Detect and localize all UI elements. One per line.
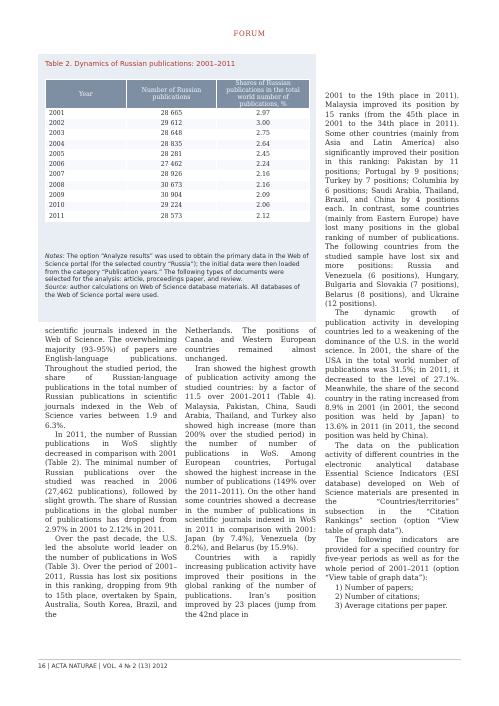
table-row (46, 150, 310, 160)
table-notes (45, 253, 311, 300)
text-column-1 (45, 326, 177, 619)
year-cell: 2003 (46, 129, 127, 139)
count-cell: 28 926 (126, 170, 216, 180)
text-column-2 (185, 326, 316, 619)
publications-table (45, 79, 310, 222)
table-row (46, 139, 310, 149)
year-cell: 2010 (46, 201, 127, 211)
table-row (46, 109, 310, 119)
count-cell: 28 573 (126, 211, 216, 221)
source-text: author calculations on Web of Science database materials. All databases of the Web of Science portal were used. (45, 284, 300, 299)
share-cell: 2.09 (217, 191, 310, 201)
notes-label: Notes: (45, 253, 65, 260)
source-label: Source: (45, 284, 69, 292)
table-header-row (46, 80, 310, 109)
count-cell: 28 281 (126, 150, 216, 160)
year-cell: 2008 (46, 181, 127, 191)
count-cell: 30 673 (126, 181, 216, 191)
share-cell: 2.24 (217, 160, 310, 170)
paragraph: The dynamic growth of publication activity in developing countries led to a weakening of the dominance of the U.S. in the world science. In 2001, the share of the USA in the total world number of publications was 31.5%; in 2011, it decreased to the level of 27.1%. Meanwhile, the share of the second country in the rating increased from 8.9% in 2001 (in 2001, the second position was held by Japan) to 13.6% in 2011 (in 2011, the second position was held by China). (325, 308, 459, 441)
share-cell: 2.16 (217, 181, 310, 191)
table-row (46, 181, 310, 191)
paragraph: Countries with a rapidly increasing publication activity have improved their positions in the global ranking of the number of publications. Iran’s position improved by 23 places (jump from the 42nd place in (185, 552, 316, 619)
share-cell: 2.06 (217, 201, 310, 211)
table-row (46, 160, 310, 170)
list-item: 1) Number of papers; (335, 582, 414, 592)
header-count: Number of Russian publications (126, 80, 216, 109)
year-cell: 2002 (46, 119, 127, 129)
paragraph: 2001 to the 19th place in 2011). Malaysia improved its position by 15 ranks (from the 45th place in 2001 to the 34th place in 2011). Some other countries (mainly from Asia and Latin America) also significantly improved their position in this ranking: Pakistan by 11 positions; Portugal by 9 positions; Turkey by 7 positions; Columbia by 6 positions; Saudi Arabia, Thailand, Brazil, and China by 4 positions each. In contrast, some countries (mainly from Eastern Europe) have lost many positions in the global ranking of number of publications. The following countries from the studied sample have lost six and more positions: Russia and Venezuela (6 positions), Hungary, Bulgaria and Slovakia (7 positions), Belarus (8 positions), and Ukraine (12 positions). (325, 91, 459, 308)
table-row (46, 191, 310, 201)
header-share: Shares of Russian publications in the total world number of publications, % (217, 80, 310, 109)
notes-paragraph (45, 253, 311, 284)
count-cell: 28 835 (126, 139, 216, 149)
count-cell: 28 648 (126, 129, 216, 139)
page-footer: 16 | ACTA NATURAE | VOL. 4 № 2 (13) 2012 (38, 663, 168, 670)
paragraph: scientific journals indexed in the Web of Science. The overwhelming majority (93–95%) of papers are English-language publications. Throughout the studied period, the share of Russian-language publications in the total number of Russian publications in scientific journals indexed in the Web of Science varies between 1.9 and 6.3%. (45, 326, 177, 430)
section-header: FORUM (233, 30, 266, 38)
year-cell: 2006 (46, 160, 127, 170)
paragraph: Netherlands. The positions of Canada and Western European countries remained almost unchanged. (185, 326, 316, 364)
page-number: 16 (38, 663, 46, 670)
count-cell: 27 462 (126, 160, 216, 170)
year-cell: 2009 (46, 191, 127, 201)
table-row (46, 129, 310, 139)
year-cell: 2005 (46, 150, 127, 160)
year-cell: 2004 (46, 139, 127, 149)
share-cell: 2.64 (217, 139, 310, 149)
journal-name: ACTA NATURAE (51, 663, 97, 670)
notes-text: The option “Analyze results” was used to obtain the primary data in the Web of Science portal (for the selected country “Russia”); the initial data were then loaded from the category “Publication years.” The following types of documents were selected for the analysis: article, proceedings paper, and review. (45, 253, 309, 284)
year-cell: 2001 (46, 109, 127, 119)
table-caption: Table 2. Dynamics of Russian publications: 2001–2011 (45, 60, 236, 68)
list-item: 2) Number of citations; (335, 592, 420, 602)
table-row (46, 201, 310, 211)
paragraph: In 2011, the number of Russian publications in WoS slightly decreased in comparison with 2001 (Table 2). The minimal number of Russian publications over the studied was reached in 2006 (27,462 publications), followed by slight growth. The share of Russian publications in the global number of publications has dropped from 2.97% in 2001 to 2.12% in 2011. (45, 429, 177, 534)
journal-volume: VOL. 4 № 2 (13) 2012 (102, 663, 168, 670)
paragraph: Iran showed the highest growth of publication activity among the studied countries: by a factor of 11.5 over 2001–2011 (Table 4). Malaysia, Pakistan, China, Saudi Arabia, Thailand, and Turkey also showed high increase (more than 200% over the studied period) in the number of number of publications in WoS. Among European countries, Portugal showed the highest increase in the number of publications (149% over the 2011–2011). On the other hand some countries showed a decrease in the number of publications in scientific journals indexed in WoS in 2011 in comparison with 2001: Japan (by 7.4%), Venezuela (by 8.2%), and Belarus (by 15.9%). (185, 363, 316, 553)
header-year: Year (46, 80, 127, 109)
year-cell: 2011 (46, 211, 127, 221)
indicator-list (325, 583, 459, 611)
share-cell: 2.16 (217, 170, 310, 180)
text-column-3 (325, 91, 459, 611)
year-cell: 2007 (46, 170, 127, 180)
table-row (46, 170, 310, 180)
share-cell: 2.75 (217, 129, 310, 139)
count-cell: 29 224 (126, 201, 216, 211)
count-cell: 28 665 (126, 109, 216, 119)
share-cell: 2.45 (217, 150, 310, 160)
list-item: 3) Average citations per paper. (335, 601, 448, 611)
table-row (46, 211, 310, 221)
count-cell: 30 904 (126, 191, 216, 201)
paragraph: Over the past decade, the U.S. led the absolute world leader on the number of publications in WoS (Table 3). Over the period of 2001–2011, Russia has lost six positions in this ranking, dropping from 9th to 15th place, overtaken by Spain, Australia, South Korea, Brazil, and the (45, 533, 177, 619)
footer-rule (38, 659, 461, 660)
share-cell: 2.12 (217, 211, 310, 221)
paragraph: The data on the publication activity of different countries in the electronic analytical database Essential Science Indicators (ESI database) developed on Web of Science materials are presented in the “Countries/territories” subsection in the “Citation Rankings” section (option “View table of graph data”). (325, 440, 459, 535)
table-row (46, 119, 310, 129)
source-paragraph (45, 284, 311, 300)
share-cell: 3.00 (217, 119, 310, 129)
share-cell: 2.97 (217, 109, 310, 119)
paragraph: The following indicators are provided for a specified country for five-year periods as well as for the whole period of 2001–2011 (option “View table of graph data”): (325, 535, 459, 583)
count-cell: 29 612 (126, 119, 216, 129)
